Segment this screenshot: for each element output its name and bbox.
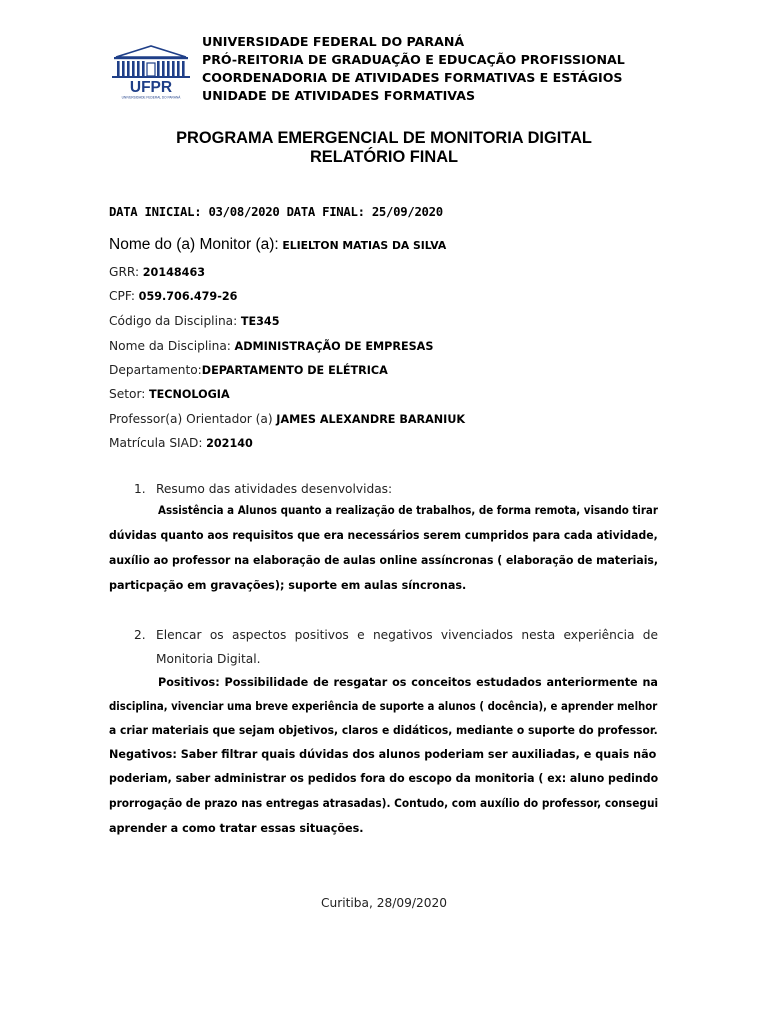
- logo-text: UFPR: [129, 79, 173, 96]
- answer-line: aprender a como tratar essas situações.: [109, 822, 364, 835]
- institution-line: PRÓ-REITORIA DE GRADUAÇÃO E EDUCAÇÃO PROFISSIONAL: [202, 52, 625, 67]
- orientador-field: [109, 411, 465, 426]
- field-value: TE345: [240, 315, 280, 328]
- setor-field: [109, 386, 230, 401]
- city-date: Curitiba, 28/09/2020: [321, 896, 447, 910]
- section-2-question: [134, 623, 658, 666]
- departamento-field: [109, 362, 388, 377]
- codigo-field: [109, 313, 280, 328]
- field-value: 059.706.479-26: [138, 290, 238, 303]
- question-text: Elencar os aspectos positivos e negativos vivenciados nesta experiência de Monitoria Digital.: [156, 628, 658, 666]
- answer-line: Positivos: Possibilidade de resgatar os conceitos estudados anteriormente na: [158, 676, 658, 689]
- field-value: ADMINISTRAÇÃO DE EMPRESAS: [234, 340, 434, 353]
- institution-line: COORDENADORIA DE ATIVIDADES FORMATIVAS E ESTÁGIOS: [202, 70, 623, 85]
- field-label: CPF:: [109, 289, 136, 303]
- field-label: Setor:: [109, 387, 146, 401]
- field-value: JAMES ALEXANDRE BARANIUK: [276, 413, 466, 426]
- section-number: 2.: [134, 628, 146, 642]
- answer-line: Assistência a Alunos quanto a realização de trabalhos, de forma remota, visando tirar: [158, 504, 658, 517]
- institution-line: UNIVERSIDADE FEDERAL DO PARANÁ: [202, 34, 465, 49]
- answer-line: a criar materiais que sejam objetivos, claros e didáticos, mediante o suporte do professor.: [109, 724, 658, 737]
- question-text: Resumo das atividades desenvolvidas:: [156, 482, 393, 496]
- answer-line: disciplina, vivenciar uma breve experiência de suporte a alunos ( docência), e aprender melhor: [109, 700, 658, 713]
- cpf-field: [109, 288, 237, 303]
- answer-line: poderiam, saber administrar os pedidos fora do escopo da monitoria ( ex: aluno pedindo: [109, 772, 659, 785]
- dates-line: DATA INICIAL: 03/08/2020 DATA FINAL: 25/09/2020: [109, 205, 443, 219]
- matricula-field: [109, 435, 253, 450]
- field-value: 20148463: [142, 266, 206, 279]
- section-1-question: [134, 482, 392, 496]
- document-title: [0, 129, 768, 167]
- ufpr-logo: [108, 44, 194, 100]
- institution-header: [202, 33, 625, 105]
- monitor-field: [109, 236, 446, 254]
- field-label: Nome da Disciplina:: [109, 339, 231, 353]
- answer-line: auxílio ao professor na elaboração de aulas online assíncronas ( elaboração de materiais,: [109, 554, 659, 567]
- field-label: Departamento:: [109, 363, 202, 377]
- field-label: Matrícula SIAD:: [109, 436, 203, 450]
- title-line-2: RELATÓRIO FINAL: [309, 148, 459, 166]
- answer-line: Negativos: Saber filtrar quais dúvidas dos alunos poderiam ser auxiliadas, e quais não: [109, 748, 657, 761]
- field-value: DEPARTAMENTO DE ELÉTRICA: [201, 364, 388, 377]
- answer-line: dúvidas quanto aos requisitos que era necessários serem cumpridos para cada atividade,: [109, 529, 658, 542]
- grr-field: [109, 264, 205, 279]
- field-label: Código da Disciplina:: [109, 314, 238, 328]
- field-label: Nome do (a) Monitor (a):: [109, 236, 279, 253]
- field-value: 202140: [206, 437, 253, 450]
- field-value: TECNOLOGIA: [149, 388, 230, 401]
- answer-line: prorrogação de prazo nas entregas atrasadas). Contudo, com auxílio do professor, consegui: [109, 797, 659, 810]
- section-number: 1.: [134, 482, 146, 496]
- title-line-1: PROGRAMA EMERGENCIAL DE MONITORIA DIGITAL: [176, 129, 592, 147]
- field-value: ELIELTON MATIAS DA SILVA: [282, 239, 447, 252]
- institution-line: UNIDADE DE ATIVIDADES FORMATIVAS: [202, 88, 476, 103]
- disciplina-field: [109, 338, 433, 353]
- answer-line: particpação em gravações); suporte em aulas síncronas.: [109, 579, 467, 592]
- field-label: Professor(a) Orientador (a): [109, 412, 273, 426]
- field-label: GRR:: [109, 265, 140, 279]
- logo-subtext: UNIVERSIDADE FEDERAL DO PARANÁ: [121, 95, 181, 100]
